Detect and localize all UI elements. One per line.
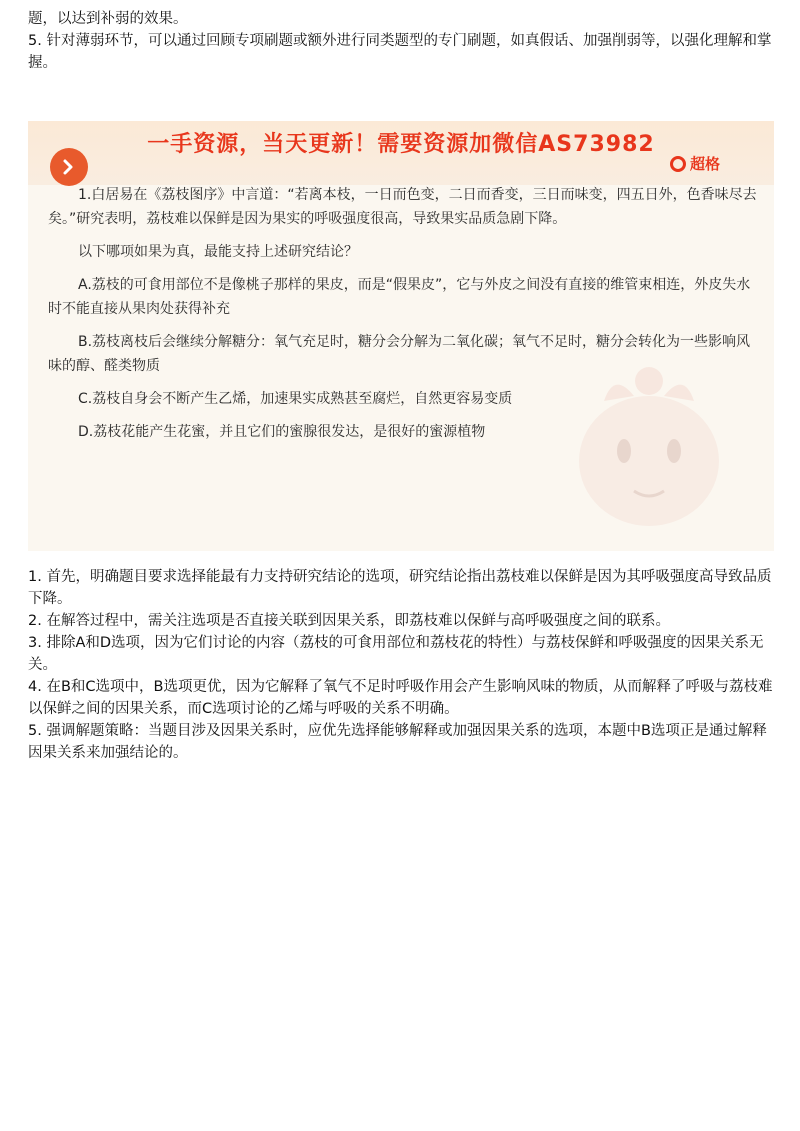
analysis-paragraph: 1. 首先，明确题目要求选择能最有力支持研究结论的选项，研究结论指出荔枝难以保鲜是因为其呼吸强度高导致品质下降。 2. 在解答过程中，需关注选项是否直接关联到因果关系，即荔枝难以保鲜与高呼吸强度之间的联系。 3. 排除A和D选项，因为它们讨论的内容（荔枝的可食用部位和荔枝花的特性）与荔枝保鲜和呼吸强度的因果关系无关。 4. 在B和C选项中，B选项更优，因为它解释了氧气不足时呼吸作用会产生影响风味的物质，从而解释了呼吸与荔枝难以保鲜之间的因果关系，而C选项讨论的乙烯与呼吸的关系不明确。 5. 强调解题策略：当题目涉及因果关系时，应优先选择能够解释或加强因果关系的选项，本题中B选项正是通过解释因果关系来加强结论的。 [28, 569, 773, 761]
question-banner-image [28, 121, 774, 551]
chevron-right-icon [50, 148, 88, 186]
brand-logo [670, 153, 720, 174]
question-block [48, 183, 760, 444]
option-a: A.荔枝的可食用部位不是像桃子那样的果皮，而是“假果皮”，它与外皮之间没有直接的维管束相连，外皮失水时不能直接从果肉处获得补充 [48, 277, 751, 317]
banner-title: 一手资源，当天更新！需要资源加微信AS73982 [147, 132, 655, 157]
option-d: D.荔枝花能产生花蜜，并且它们的蜜腺很发达，是很好的蜜源植物 [78, 424, 486, 440]
question-stem: 1.白居易在《荔枝图序》中言道：“若离本枝，一日而色变，二日而香变，三日而味变，四五日外，色香味尽去矣。”研究表明，荔枝难以保鲜是因为果实的呼吸强度很高，导致果实品质急剧下降。 [48, 187, 757, 227]
question-prompt: 以下哪项如果为真，最能支持上述研究结论？ [78, 244, 358, 260]
intro-paragraph: 题，以达到补弱的效果。 5. 针对薄弱环节，可以通过回顾专项刷题或额外进行同类题型的专门刷题，如真假话、加强削弱等，以强化理解和掌握。 [28, 11, 772, 71]
option-c: C.荔枝自身会不断产生乙烯，加速果实成熟甚至腐烂，自然更容易变质 [78, 391, 513, 407]
logo-icon [670, 156, 686, 172]
logo-text: 超格 [689, 155, 720, 173]
option-b: B.荔枝离枝后会继续分解糖分：氧气充足时，糖分会分解为二氧化碳；氧气不足时，糖分会转化为一些影响风味的醇、醛类物质 [48, 334, 751, 374]
